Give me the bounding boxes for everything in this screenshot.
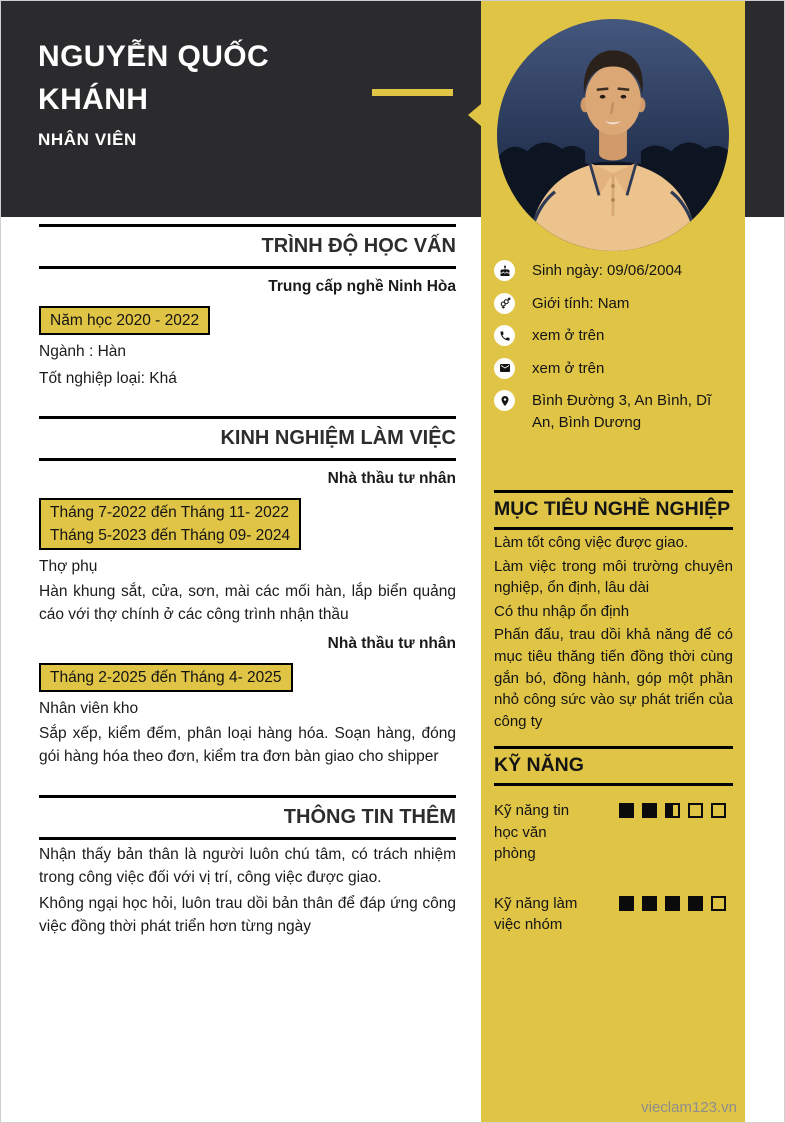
skill-level-square-empty xyxy=(688,803,703,818)
job-period: Tháng 2-2025 đến Tháng 4- 2025 xyxy=(50,669,282,686)
education-grade: Tốt nghiệp loại: Khá xyxy=(39,370,177,387)
job-period: Tháng 5-2023 đến Tháng 09- 2024 xyxy=(50,527,291,544)
skill-level-square-filled xyxy=(688,896,703,911)
contact-address: Bình Đường 3, An Bình, Dĩ An, Bình Dương xyxy=(532,392,712,431)
job-period-box xyxy=(39,663,293,692)
sidebar xyxy=(481,1,745,1122)
objective-line: Làm tốt công việc được giao. xyxy=(494,534,689,551)
job-description: Sắp xếp, kiểm đếm, phân loại hàng hóa. Soạn hàng, đóng gói hàng hóa theo đơn, kiểm tra đơn bàn giao cho shipper xyxy=(39,725,456,765)
person-job-title: NHÂN VIÊN xyxy=(38,130,137,149)
additional-paragraph: Không ngại học hỏi, luôn trau dồi bản thân để đáp ứng công việc đồng thời phát triển hơn từng ngày xyxy=(39,895,456,935)
objective-line: Làm việc trong môi trường chuyên nghiệp, ổn định, lâu dài xyxy=(494,557,733,597)
contact-row-gender xyxy=(494,293,735,315)
experience-heading: KINH NGHIỆM LÀM VIỆC xyxy=(39,416,456,461)
skill-level-square-half xyxy=(665,803,680,818)
additional-heading: THÔNG TIN THÊM xyxy=(39,795,456,840)
contact-birthday: Sinh ngày: 09/06/2004 xyxy=(532,262,683,279)
contact-row-address xyxy=(494,390,735,433)
education-major: Ngành : Hàn xyxy=(39,343,127,360)
job-period-box xyxy=(39,498,301,550)
birthday-cake-icon xyxy=(494,260,515,281)
skill-row xyxy=(494,800,733,865)
watermark: vieclam123.vn xyxy=(641,1099,737,1116)
education-school: Trung cấp nghề Ninh Hòa xyxy=(268,278,456,295)
skill-level-square-empty xyxy=(711,896,726,911)
education-heading: TRÌNH ĐỘ HỌC VẤN xyxy=(39,224,456,269)
objective-heading: MỤC TIÊU NGHỀ NGHIỆP xyxy=(494,490,733,530)
objective-line: Phấn đấu, trau dồi khả năng để có mục tiêu thăng tiến đồng thời cùng gắn bó, đồng hành, góp một phần nhỏ công sức vào sự phát triển của công ty xyxy=(494,626,733,730)
experience-job xyxy=(39,635,456,768)
section-additional-info xyxy=(39,795,456,938)
person-name: NGUYỄN QUỐC KHÁNH xyxy=(38,40,270,116)
education-period-box: Năm học 2020 - 2022 xyxy=(39,306,210,335)
job-role: Thợ phụ xyxy=(39,558,98,575)
phone-icon xyxy=(494,325,515,346)
sidebar-notch xyxy=(468,104,481,126)
skill-level-square-filled xyxy=(642,803,657,818)
section-objective xyxy=(494,490,733,732)
contact-phone: xem ở trên xyxy=(532,327,605,344)
skill-level-square-filled xyxy=(619,896,634,911)
section-experience xyxy=(39,416,456,768)
contact-email: xem ở trên xyxy=(532,359,605,377)
section-skills xyxy=(494,746,733,936)
skill-label: Kỹ năng làm việc nhóm xyxy=(494,894,578,934)
section-education xyxy=(39,224,456,389)
skill-level-square-filled xyxy=(665,896,680,911)
contact-row-phone xyxy=(494,325,735,347)
contact-list xyxy=(494,260,735,433)
contact-row-birthday xyxy=(494,260,735,282)
skill-level-square-filled xyxy=(619,803,634,818)
skill-level-square-filled xyxy=(642,896,657,911)
job-role: Nhân viên kho xyxy=(39,700,139,717)
skills-heading: KỸ NĂNG xyxy=(494,746,733,786)
skill-level-squares xyxy=(619,803,726,865)
contact-row-email xyxy=(494,358,735,380)
contact-gender: Giới tính: Nam xyxy=(532,294,630,312)
profile-photo-image xyxy=(497,19,729,251)
job-description: Hàn khung sắt, cửa, sơn, mài các mối hàn, lắp biển quảng cáo với thợ chính ở các công trình nhận thầu xyxy=(39,583,456,623)
name-block xyxy=(38,35,368,150)
main-column xyxy=(39,217,456,938)
skill-label: Kỹ năng tin học văn phòng xyxy=(494,802,570,863)
job-company: Nhà thầu tư nhân xyxy=(327,470,456,487)
email-icon xyxy=(494,358,515,379)
additional-paragraph: Nhận thấy bản thân là người luôn chú tâm, có trách nhiệm trong công việc đối với vị trí, công việc được giao. xyxy=(39,846,456,886)
location-pin-icon xyxy=(494,390,515,411)
gender-icon xyxy=(494,293,515,314)
profile-photo xyxy=(497,19,729,251)
job-period: Tháng 7-2022 đến Tháng 11- 2022 xyxy=(50,504,290,521)
experience-job xyxy=(39,470,456,626)
skill-row xyxy=(494,893,733,936)
skill-level-square-empty xyxy=(711,803,726,818)
job-company: Nhà thầu tư nhân xyxy=(327,635,456,652)
objective-line: Có thu nhập ổn định xyxy=(494,602,630,620)
header-accent-dash xyxy=(372,89,453,96)
skill-level-squares xyxy=(619,896,726,936)
